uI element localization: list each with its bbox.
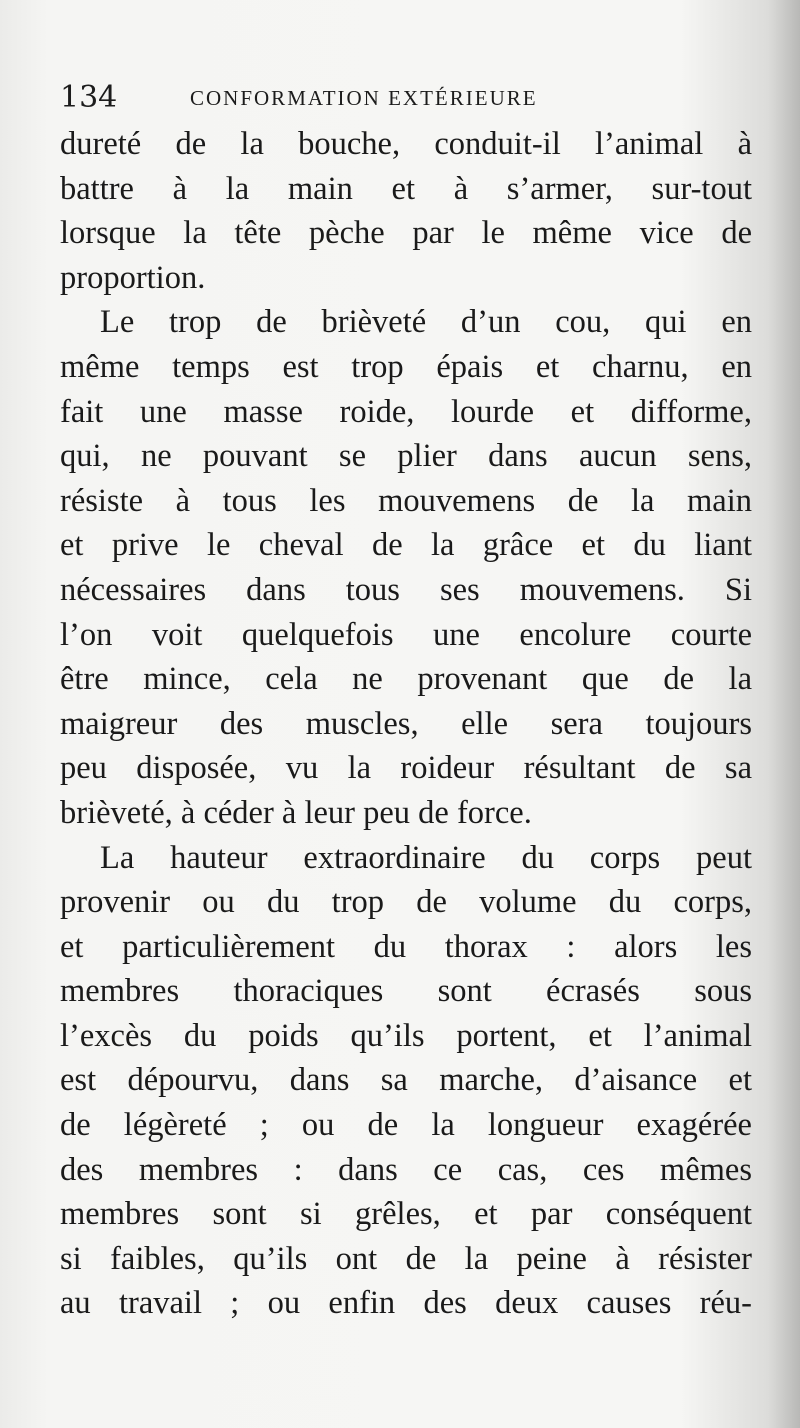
text-line: nécessaires dans tous ses mouvemens. Si [60,571,752,608]
text-line: de légèreté ; ou de la longueur exagérée [60,1107,752,1144]
page-header [60,78,760,118]
text-line: si faibles, qu’ils ont de la peine à résister [60,1240,752,1277]
text-line: des membres : dans ce cas, ces mêmes [60,1151,752,1188]
running-head: CONFORMATION EXTÉRIEURE [190,86,538,110]
text-line: résiste à tous les mouvemens de la main [60,482,752,519]
text-line: peu disposée, vu la roideur résultant de sa [60,750,752,787]
text-line: maigreur des muscles, elle sera toujours [60,705,752,742]
text-line: membres thoraciques sont écrasés sous [60,973,752,1010]
text-line: au travail ; ou enfin des deux causes réu- [60,1285,752,1322]
page-number: 134 [60,80,118,115]
text-line: l’on voit quelquefois une encolure courte [60,616,752,653]
body-text [60,122,752,1326]
paragraph-2 [60,300,752,835]
text-line: est dépourvu, dans sa marche, d’aisance et [60,1062,752,1099]
text-line: lorsque la tête pèche par le même vice de [60,215,752,252]
text-line: La hauteur extraordinaire du corps peut [100,839,752,876]
text-line: battre à la main et à s’armer, sur-tout [60,170,752,207]
paragraph-3 [60,836,752,1327]
text-line: qui, ne pouvant se plier dans aucun sens, [60,438,752,475]
text-line: même temps est trop épais et charnu, en [60,348,752,385]
text-line: dureté de la bouche, conduit-il l’animal à [60,126,752,162]
text-line: membres sont si grêles, et par conséquent [60,1196,752,1233]
text-line: l’excès du poids qu’ils portent, et l’animal [60,1017,752,1054]
text-line: et prive le cheval de la grâce et du liant [60,527,752,564]
text-line: Le trop de brièveté d’un cou, qui en [100,304,752,341]
text-line: provenir ou du trop de volume du corps, [60,884,752,921]
text-line: proportion. [60,259,206,296]
text-line: brièveté, à céder à leur peu de force. [60,794,532,831]
text-line: fait une masse roide, lourde et difforme, [60,393,752,430]
text-line: et particulièrement du thorax : alors les [60,928,752,965]
paragraph-1 [60,122,752,300]
text-line: être mince, cela ne provenant que de la [60,661,752,698]
